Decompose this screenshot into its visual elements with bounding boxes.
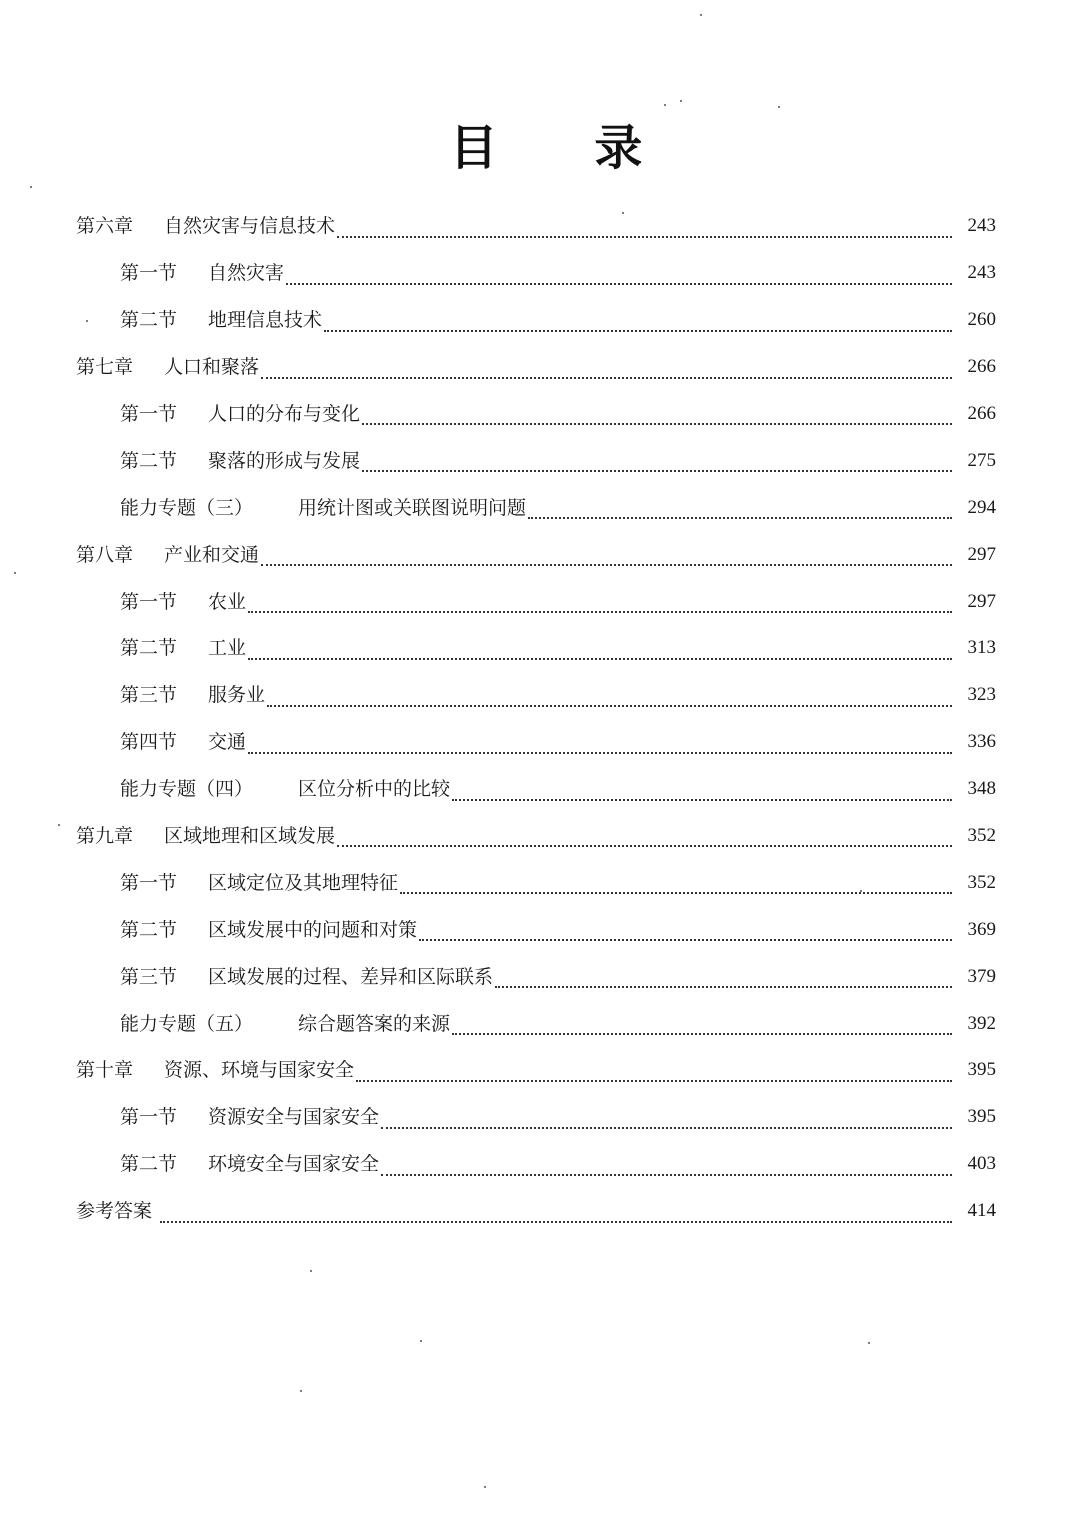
toc-entry-page-number: 369: [967, 918, 996, 940]
toc-entry-title: 环境安全与国家安全: [208, 1153, 380, 1176]
toc-entry-title: 自然灾害与信息技术: [164, 215, 336, 238]
toc-entry-number: 第二节: [120, 637, 178, 660]
toc-entry-number: 第一节: [120, 1106, 178, 1129]
toc-entry-title: 地理信息技术: [208, 309, 323, 332]
toc-entry: [0, 1094, 1092, 1141]
toc-entry: [0, 531, 1092, 578]
toc-entry-title: 产业和交通: [164, 543, 260, 566]
toc-entry-label: [76, 214, 335, 238]
toc-entry: [0, 437, 1092, 484]
toc-entry: [0, 203, 1092, 250]
toc-entry-number: 第一节: [120, 262, 178, 285]
toc-entry-title: 区域定位及其地理特征: [208, 871, 399, 894]
toc-entry-number: 能力专题（四）: [120, 778, 254, 801]
toc-entry-number: 能力专题（三）: [120, 496, 254, 519]
toc-entry-number: 第一节: [120, 871, 178, 894]
toc-entry-label: [120, 1105, 379, 1129]
toc-entry-page-number: 352: [967, 871, 996, 893]
toc-entry-title: 人口和聚落: [164, 356, 260, 379]
toc-entry-title: 资源安全与国家安全: [208, 1106, 380, 1129]
toc-entry-page-number: 297: [967, 543, 996, 565]
scan-speck: [300, 1390, 302, 1392]
scan-speck: [58, 824, 60, 826]
toc-entry-label: [120, 918, 417, 942]
toc-entry-title: 参考答案: [76, 1200, 153, 1223]
toc-entry-page-number: 313: [967, 637, 996, 659]
dot-leader: [337, 235, 952, 238]
toc-entry-label: [120, 730, 246, 754]
toc-entry-label: [76, 355, 259, 379]
toc-entry-number: 第一节: [120, 590, 178, 613]
dot-leader: [452, 798, 952, 801]
toc-entry-number: 第四节: [120, 731, 178, 754]
dot-leader: [248, 610, 952, 613]
dot-leader: [248, 751, 952, 754]
toc-entry-title: 区域发展中的问题和对策: [208, 918, 418, 941]
toc-entry-label: [120, 496, 526, 520]
toc-entry-number: 第七章: [76, 356, 134, 379]
toc-entry-label: [120, 449, 360, 473]
toc-entry-label: [120, 1012, 450, 1036]
scan-speck: [700, 14, 702, 16]
toc-entry-title: 人口的分布与变化: [208, 403, 361, 425]
toc-entry: [0, 344, 1092, 391]
toc-entry-page-number: 243: [967, 215, 996, 237]
dot-leader: [452, 1032, 952, 1035]
toc-entry-number: 第八章: [76, 543, 134, 566]
scan-speck: [860, 890, 862, 892]
toc-entry-page-number: 275: [967, 449, 996, 471]
toc-entry-label: [120, 402, 360, 426]
toc-entry: [0, 297, 1092, 344]
table-of-contents: [0, 203, 1092, 1235]
dot-leader: [362, 422, 952, 425]
toc-entry-title: 资源、环境与国家安全: [164, 1059, 355, 1082]
dot-leader: [400, 891, 952, 894]
toc-entry-label: [120, 1152, 379, 1176]
toc-entry-label: [76, 824, 335, 848]
scan-speck: [310, 1270, 312, 1272]
dot-leader: [362, 469, 952, 472]
toc-entry-page-number: 379: [967, 965, 996, 987]
scan-speck: [664, 104, 666, 106]
toc-entry: [0, 250, 1092, 297]
toc-entry-title: 工业: [208, 637, 247, 660]
toc-entry: [0, 1000, 1092, 1047]
toc-entry-page-number: 266: [967, 356, 996, 378]
toc-entry-title: 农业: [208, 590, 247, 613]
toc-entry-title: 综合题答案的来源: [298, 1012, 451, 1035]
toc-entry-number: 第九章: [76, 825, 134, 848]
toc-entry-title: 区域地理和区域发展: [164, 825, 336, 848]
scan-speck: [484, 1486, 486, 1488]
toc-entry-title: 交通: [208, 731, 247, 754]
toc-entry: [0, 672, 1092, 719]
dot-leader: [356, 1079, 952, 1082]
toc-entry: [0, 859, 1092, 906]
toc-entry-page-number: 266: [967, 403, 996, 424]
toc-entry-number: 第三节: [120, 965, 178, 988]
scan-speck: [868, 1342, 870, 1344]
toc-entry-title: 区域发展的过程、差异和区际联系: [208, 965, 494, 988]
scan-speck: [778, 106, 780, 108]
toc-entry-number: 第一节: [120, 403, 178, 425]
toc-entry-number: 第三节: [120, 684, 178, 707]
scan-speck: [14, 572, 16, 574]
scan-speck: [622, 212, 624, 214]
dot-leader: [248, 657, 952, 660]
toc-entry-label: [120, 965, 493, 989]
toc-entry: [0, 813, 1092, 860]
toc-entry: [0, 906, 1092, 953]
toc-entry-number: 第十章: [76, 1059, 134, 1082]
toc-entry-number: 能力专题（五）: [120, 1012, 254, 1035]
dot-leader: [495, 985, 952, 988]
dot-leader: [419, 938, 952, 941]
toc-entry-label: [120, 683, 265, 707]
dot-leader: [324, 329, 952, 332]
scan-speck: [30, 186, 32, 188]
toc-entry-label: [120, 636, 246, 660]
toc-entry-page-number: 395: [967, 1059, 996, 1081]
toc-entry-label: [76, 1199, 152, 1223]
toc-entry-label: [120, 871, 398, 895]
toc-entry-page-number: 348: [967, 778, 996, 800]
toc-entry-label: [120, 590, 246, 614]
toc-entry-number: 第六章: [76, 215, 134, 238]
toc-entry-label: [120, 777, 450, 801]
toc-entry-number: 第二节: [120, 309, 178, 332]
toc-entry-title: 区位分析中的比较: [298, 778, 451, 801]
toc-entry-label: [120, 261, 284, 285]
toc-entry-page-number: 294: [967, 496, 996, 518]
toc-entry-page-number: 260: [967, 309, 996, 331]
scan-speck: [420, 1340, 422, 1342]
dot-leader: [337, 844, 952, 847]
dot-leader: [381, 1126, 952, 1129]
toc-entry-page-number: 297: [967, 590, 996, 612]
toc-entry-page-number: 352: [967, 825, 996, 847]
dot-leader: [261, 563, 952, 566]
toc-entry-page-number: 392: [967, 1012, 996, 1034]
toc-entry: [0, 1047, 1092, 1094]
toc-entry-label: [120, 308, 322, 332]
toc-entry-label: [76, 543, 259, 567]
scan-speck: [680, 100, 682, 102]
toc-entry-page-number: 414: [967, 1200, 996, 1222]
toc-entry: [0, 484, 1092, 531]
toc-entry-label: [76, 1058, 354, 1082]
dot-leader: [160, 1220, 952, 1223]
toc-entry-title: 聚落的形成与发展: [208, 449, 361, 472]
toc-entry-number: 第二节: [120, 1153, 178, 1176]
toc-entry: [0, 578, 1092, 625]
toc-entry-title: 服务业: [208, 684, 266, 707]
toc-entry: [0, 391, 1092, 438]
dot-leader: [267, 704, 952, 707]
toc-entry: [0, 1188, 1092, 1235]
dot-leader: [286, 282, 952, 285]
toc-entry-title: 自然灾害: [208, 262, 285, 285]
toc-entry: [0, 625, 1092, 672]
toc-entry: [0, 953, 1092, 1000]
dot-leader: [261, 376, 952, 379]
dot-leader: [381, 1173, 952, 1176]
toc-entry-title: 用统计图或关联图说明问题: [298, 496, 527, 519]
toc-entry-page-number: 336: [967, 731, 996, 753]
toc-entry-page-number: 243: [967, 262, 996, 284]
scan-speck: [86, 320, 88, 322]
toc-entry-number: 第二节: [120, 449, 178, 472]
toc-entry: [0, 719, 1092, 766]
toc-entry-page-number: 323: [967, 684, 996, 706]
toc-entry: [0, 1141, 1092, 1188]
toc-entry-number: 第二节: [120, 918, 178, 941]
page-title: 目 录: [449, 120, 683, 176]
toc-entry: [0, 766, 1092, 813]
toc-entry-page-number: 395: [967, 1106, 996, 1128]
toc-entry-page-number: 403: [967, 1153, 996, 1175]
dot-leader: [528, 516, 952, 519]
